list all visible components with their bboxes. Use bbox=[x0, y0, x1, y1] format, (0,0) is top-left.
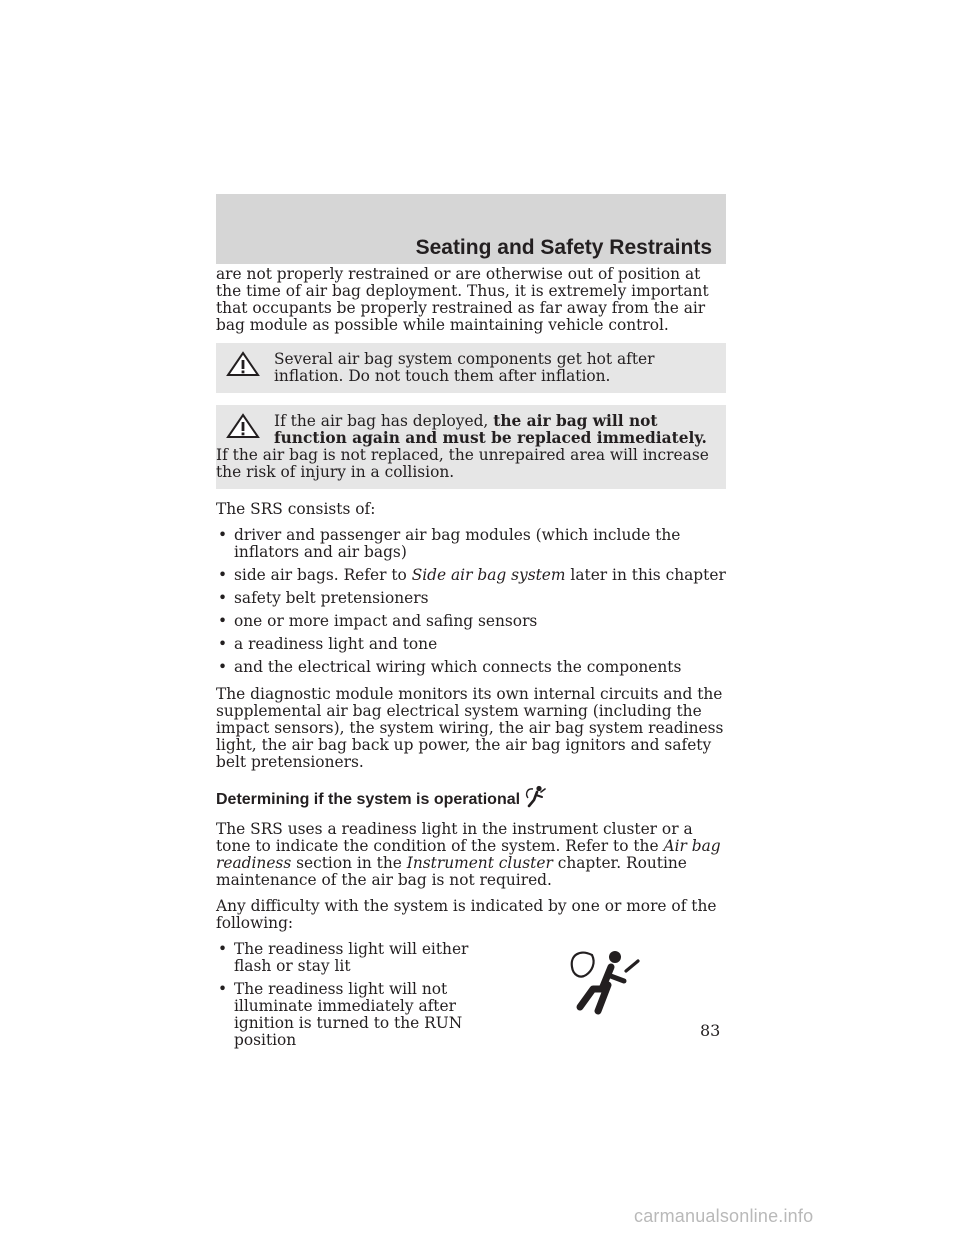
cross-reference: Side air bag system bbox=[411, 566, 566, 584]
list-item bbox=[216, 613, 726, 630]
list-item-text: safety belt pretensioners bbox=[234, 589, 429, 607]
section-heading-text: Determining if the system is operational bbox=[216, 790, 521, 808]
list-item bbox=[216, 527, 726, 561]
bullet: • bbox=[218, 980, 228, 998]
page-content bbox=[216, 266, 726, 1059]
list-item-text: side air bags. Refer to bbox=[234, 566, 412, 584]
bullet: • bbox=[218, 589, 228, 607]
readiness-text: chapter. Routine maintenance of the air bag is not required. bbox=[216, 854, 687, 889]
list-item-text: later in this chapter bbox=[565, 566, 726, 584]
warning-box-hot-components bbox=[216, 343, 726, 393]
list-item-text: a readiness light and tone bbox=[234, 635, 438, 653]
intro-paragraph: are not properly restrained or are otherwise out of position at the time of air bag deployment. Thus, it is extremely important that occupants be properly restrained as far away from the air bag module as possible while maintaining vehicle control. bbox=[216, 265, 709, 334]
cross-reference: Air bag readiness bbox=[216, 837, 721, 872]
airbag-readiness-light-icon bbox=[566, 945, 646, 1019]
warning-triangle-icon bbox=[226, 351, 260, 377]
page-number: 83 bbox=[700, 1021, 721, 1040]
diagnostic-paragraph: The diagnostic module monitors its own internal circuits and the supplemental air bag electrical system warning (including the impact sensors), the system wiring, the air bag system readiness light, the air bag back up power, the air bag ignitors and safety belt pretensioners. bbox=[216, 685, 724, 771]
list-item-text: The readiness light will not illuminate immediately after ignition is turned to the RUN position bbox=[234, 980, 463, 1049]
warning-text-bold: the air bag will not function again and must be replaced immediately. bbox=[274, 412, 707, 447]
section-heading bbox=[216, 785, 726, 813]
warning-triangle-icon bbox=[226, 413, 260, 439]
list-item bbox=[216, 659, 726, 676]
bullet: • bbox=[218, 940, 228, 958]
srs-components-list bbox=[216, 527, 726, 676]
list-item-text: one or more impact and safing sensors bbox=[234, 612, 538, 630]
warning-text: Several air bag system components get hot after inflation. Do not touch them after inflation. bbox=[274, 350, 655, 385]
list-item bbox=[216, 567, 726, 584]
srs-intro: The SRS consists of: bbox=[216, 500, 376, 518]
bullet: • bbox=[218, 612, 228, 630]
warning-box-deployed bbox=[216, 405, 726, 489]
list-item-text: The readiness light will either flash or stay lit bbox=[234, 940, 469, 975]
readiness-text: section in the bbox=[291, 854, 407, 872]
list-item-text: and the electrical wiring which connects the components bbox=[234, 658, 682, 676]
readiness-paragraph bbox=[216, 821, 726, 889]
watermark: carmanualsonline.info bbox=[634, 1206, 814, 1226]
list-item bbox=[216, 636, 726, 653]
bullet: • bbox=[218, 526, 228, 544]
bullet: • bbox=[218, 658, 228, 676]
list-item bbox=[216, 590, 726, 607]
difficulty-section bbox=[216, 941, 726, 1049]
list-item-text: driver and passenger air bag modules (which include the inflators and air bags) bbox=[234, 526, 681, 561]
difficulty-list bbox=[216, 941, 496, 1049]
list-item bbox=[216, 941, 496, 975]
bullet: • bbox=[218, 566, 228, 584]
cross-reference: Instrument cluster bbox=[406, 854, 553, 872]
readiness-text: The SRS uses a readiness light in the instrument cluster or a tone to indicate the condition of the system. Refer to the bbox=[216, 820, 693, 855]
warning-text bbox=[216, 413, 718, 481]
section-header-band bbox=[216, 194, 726, 264]
list-item bbox=[216, 981, 496, 1049]
difficulty-paragraph: Any difficulty with the system is indicated by one or more of the following: bbox=[216, 897, 717, 932]
warning-text-start: If the air bag has deployed, bbox=[274, 412, 494, 430]
airbag-indicator-icon bbox=[520, 785, 546, 813]
section-title: Seating and Safety Restraints bbox=[415, 236, 712, 259]
warning-text-end: If the air bag is not replaced, the unrepaired area will increase the risk of injury in a collision. bbox=[216, 446, 709, 481]
bullet: • bbox=[218, 635, 228, 653]
